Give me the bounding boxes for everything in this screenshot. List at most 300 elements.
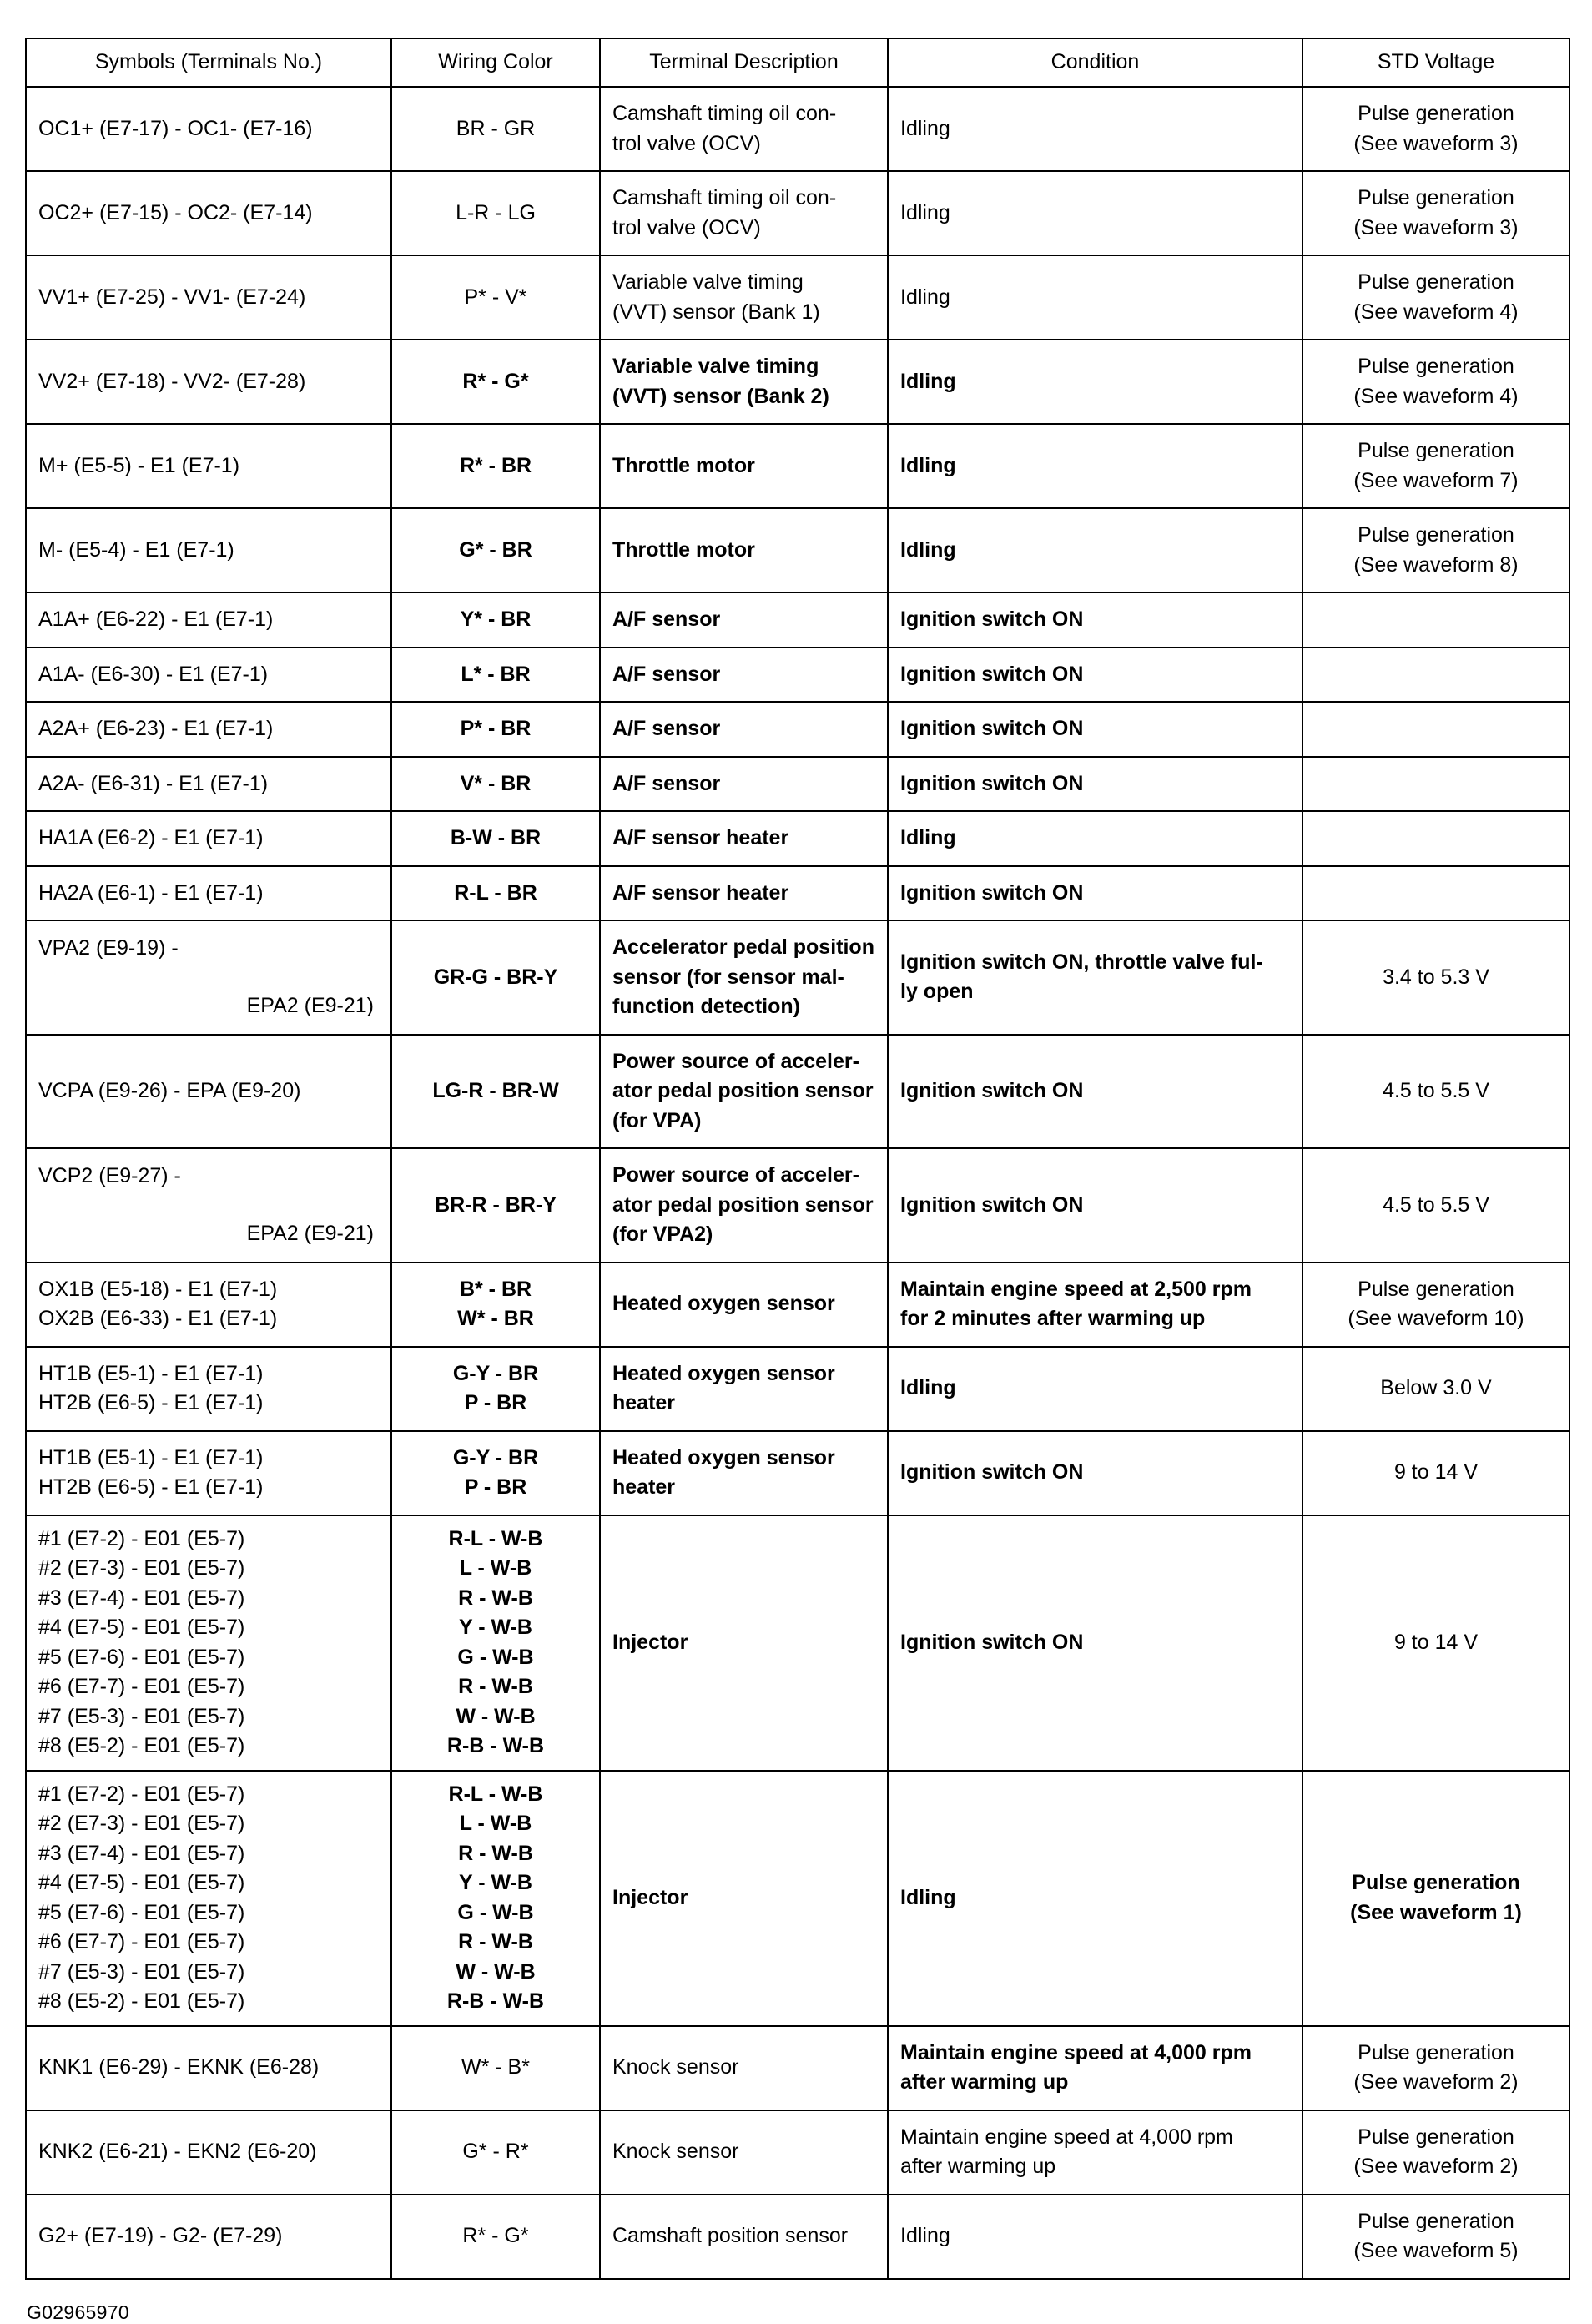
condition-value (900, 2123, 1290, 2182)
terminal-description-value (601, 1149, 887, 1262)
condition-value-cell (888, 171, 1302, 255)
terminal-description-value-line: Heated oxygen sensor (612, 1361, 835, 1385)
wiring-color-value-line: W - W-B (456, 1959, 536, 1984)
std-voltage-value-cell (1302, 1515, 1569, 1771)
table-row (26, 2195, 1569, 2279)
symbols-value (38, 605, 379, 635)
condition-value-line: Ignition switch ON (900, 607, 1084, 631)
terminal-description-value-cell (600, 811, 888, 866)
symbols-value-line: KNK1 (E6-29) - EKNK (E6-28) (38, 2055, 320, 2080)
terminal-description-value-cell (600, 340, 888, 424)
terminal-description-value (601, 1432, 887, 1515)
symbols-value (38, 2221, 379, 2251)
condition-value (900, 824, 1290, 854)
terminal-description-value (601, 1872, 887, 1925)
std-voltage-value-cell (1302, 811, 1569, 866)
symbols-value-cell (26, 648, 391, 703)
terminal-description-value-cell (600, 592, 888, 648)
symbol-line-2: EPA2 (E9-21) (246, 1222, 374, 1246)
symbols-value-line: OC2+ (E7-15) - OC2- (E7-14) (38, 200, 313, 224)
std-voltage-value-cell (1302, 2195, 1569, 2279)
condition-value-line: Idling (900, 826, 956, 849)
condition-value (900, 536, 1290, 566)
symbol-two-line (38, 1162, 379, 1249)
condition-value-line: Ignition switch ON (900, 1460, 1084, 1485)
condition-value (900, 1191, 1290, 1221)
condition-value-cell (888, 1148, 1302, 1263)
std-voltage-value-line: (See waveform 8) (1353, 552, 1519, 577)
condition-value-cell (888, 87, 1302, 171)
terminal-description-value-line: ator pedal position sensor (612, 1079, 874, 1102)
symbol-line-1: VPA2 (E9-19) - (38, 935, 179, 960)
wiring-color-value-line: G-Y - BR (452, 1361, 539, 1385)
wiring-color-value-line: L - W-B (459, 1812, 532, 1835)
symbols-value-line: HT2B (E6-5) - E1 (E7-1) (38, 1391, 264, 1414)
std-voltage-value (1303, 256, 1569, 339)
wiring-color-value-cell (391, 648, 600, 703)
condition-value (900, 2221, 1290, 2251)
std-voltage-value (1315, 1628, 1557, 1658)
wiring-color-value (404, 1780, 587, 2017)
symbols-value (27, 1150, 390, 1261)
std-voltage-value-line: Pulse generation (1358, 355, 1514, 378)
wiring-color-value-line: R-L - BR (454, 880, 537, 905)
wiring-color-value (392, 355, 599, 409)
table-body (26, 87, 1569, 2279)
std-voltage-value (1315, 714, 1557, 744)
condition-value (889, 812, 1302, 865)
table-row (26, 340, 1569, 424)
symbols-value-cell (26, 1263, 391, 1347)
figure-code: G02965970 (27, 2301, 129, 2323)
symbols-value (27, 812, 390, 865)
std-voltage-value (1315, 824, 1557, 854)
terminal-description-value-line: (for VPA2) (612, 1222, 713, 1246)
symbols-value-line: #1 (E7-2) - E01 (E5-7) (38, 1782, 245, 1806)
terminal-description-value-line: (for VPA) (612, 1108, 702, 1132)
wiring-color-value-line: W* - BR (457, 1307, 534, 1330)
condition-value (889, 103, 1302, 156)
symbols-value-cell (26, 866, 391, 921)
table-row (26, 87, 1569, 171)
condition-value-line: after warming up (900, 2155, 1056, 2178)
std-voltage-value (1315, 1374, 1557, 1404)
wiring-color-value (392, 1348, 599, 1430)
terminal-description-value (612, 352, 875, 411)
condition-value (900, 879, 1290, 909)
terminal-description-value-line: Heated oxygen sensor (612, 1292, 835, 1316)
std-voltage-value (1315, 1868, 1557, 1928)
table-row (26, 1771, 1569, 2026)
wiring-color-value-line: R* - BR (459, 453, 532, 477)
wiring-color-value-line: P - BR (464, 1475, 527, 1499)
symbols-value-line: M- (E5-4) - E1 (E7-1) (38, 537, 234, 562)
condition-value (900, 2039, 1290, 2098)
header-row (26, 38, 1569, 87)
wiring-color-value-line: LG-R - BR-W (432, 1079, 559, 1102)
condition-value-cell (888, 1431, 1302, 1515)
terminal-description-value-line: Throttle motor (612, 537, 755, 562)
symbols-value-line: A1A- (E6-30) - E1 (E7-1) (38, 662, 269, 686)
condition-value (900, 283, 1290, 313)
condition-value (900, 1883, 1290, 1913)
std-voltage-value (1315, 1458, 1557, 1488)
terminal-description-value (601, 812, 887, 865)
terminal-description-value-line: Variable valve timing (612, 270, 804, 294)
terminal-description-value-cell (600, 2195, 888, 2279)
condition-value (889, 440, 1302, 493)
wiring-color-value-cell (391, 1148, 600, 1263)
symbols-value (27, 648, 390, 702)
std-voltage-value (1315, 2123, 1557, 2182)
wiring-color-value-line: R - W-B (458, 1841, 533, 1865)
symbols-value (27, 1432, 390, 1515)
terminal-description-value-cell (600, 1035, 888, 1149)
std-voltage-value-cell (1302, 2026, 1569, 2110)
symbols-value-cell (26, 2110, 391, 2195)
wiring-color-value (392, 1772, 599, 2025)
condition-value (900, 1628, 1290, 1658)
terminal-description-value-line: Camshaft position sensor (612, 2224, 849, 2248)
terminal-description-value-line: Knock sensor (612, 2140, 739, 2164)
wiring-color-value-line: V* - BR (460, 771, 532, 795)
wiring-color-value (404, 451, 587, 481)
wiring-color-value-cell (391, 1035, 600, 1149)
condition-value (889, 1446, 1302, 1500)
symbols-value-cell (26, 1148, 391, 1263)
wiring-color-value-line: R-B - W-B (446, 1734, 545, 1757)
std-voltage-value-cell (1302, 508, 1569, 592)
symbols-value (27, 103, 390, 156)
terminal-description-value (612, 1047, 875, 1137)
symbols-value-line: KNK2 (E6-21) - EKN2 (E6-20) (38, 2140, 317, 2164)
wiring-color-value-line: L-R - LG (456, 200, 536, 224)
terminal-description-value (601, 256, 887, 339)
condition-value-cell (888, 2195, 1302, 2279)
symbols-value-line: M+ (E5-5) - E1 (E7-1) (38, 453, 240, 477)
terminal-description-value-line: A/F sensor (612, 662, 721, 686)
terminal-description-value-cell (600, 87, 888, 171)
std-voltage-value-line: 9 to 14 V (1393, 1630, 1479, 1654)
table-row (26, 1035, 1569, 1149)
symbols-value-line: #4 (E7-5) - E01 (E5-7) (38, 1616, 245, 1639)
symbols-value (38, 660, 379, 690)
condition-value-line: Idling (900, 2224, 950, 2248)
symbols-value-cell (26, 340, 391, 424)
wiring-color-value-cell (391, 866, 600, 921)
std-voltage-value-cell (1302, 1263, 1569, 1347)
terminal-description-value (601, 440, 887, 493)
wiring-color-value (392, 1516, 599, 1770)
terminal-description-value (612, 1628, 875, 1658)
table-row (26, 1347, 1569, 1431)
std-voltage-value-cell (1302, 424, 1569, 508)
symbols-value (27, 593, 390, 647)
terminal-description-value-cell (600, 702, 888, 757)
std-voltage-value (1303, 1616, 1569, 1670)
symbols-value (27, 758, 390, 811)
symbols-value-line: A2A- (E6-31) - E1 (E7-1) (38, 771, 269, 795)
symbols-value-line: #7 (E5-3) - E01 (E5-7) (38, 1704, 245, 1728)
terminal-description-value (612, 769, 875, 799)
condition-value-line: after warming up (900, 2070, 1069, 2094)
terminal-description-value (601, 2210, 887, 2263)
terminal-description-value (601, 1278, 887, 1331)
terminal-description-value-cell (600, 648, 888, 703)
symbols-value-cell (26, 2026, 391, 2110)
condition-value-line: Ignition switch ON (900, 771, 1084, 795)
wiring-color-value (404, 1444, 587, 1503)
condition-value (900, 367, 1290, 397)
wiring-color-value (392, 648, 599, 702)
wiring-color-value (404, 2053, 587, 2083)
symbols-value-line: #8 (E5-2) - E01 (E5-7) (38, 1989, 245, 2013)
terminal-description-value-cell (600, 1347, 888, 1431)
std-voltage-value (1303, 509, 1569, 592)
wiring-color-value-line: W - W-B (456, 1704, 536, 1728)
condition-value-cell (888, 1263, 1302, 1347)
symbols-value (38, 114, 379, 144)
symbols-value-line: HT1B (E5-1) - E1 (E7-1) (38, 1361, 264, 1385)
std-voltage-value (1315, 769, 1557, 799)
condition-value-cell (888, 1515, 1302, 1771)
condition-value-cell (888, 866, 1302, 921)
std-voltage-value-cell (1302, 702, 1569, 757)
std-voltage-value (1303, 1179, 1569, 1233)
condition-value-line: Ignition switch ON (900, 1192, 1084, 1217)
symbols-value (38, 1076, 379, 1107)
wiring-color-value (392, 2210, 599, 2263)
condition-value (900, 660, 1290, 690)
condition-value-line: Ignition switch ON (900, 1079, 1084, 1102)
std-voltage-value-line: Pulse generation (1358, 102, 1514, 125)
table-row (26, 757, 1569, 812)
wiring-color-value (404, 824, 587, 854)
table-row (26, 592, 1569, 648)
condition-value (889, 1616, 1302, 1670)
condition-value-line: Ignition switch ON (900, 717, 1084, 740)
symbols-value (38, 1444, 379, 1503)
symbols-value-line: #5 (E7-6) - E01 (E5-7) (38, 1900, 245, 1924)
symbols-value-line: OX2B (E6-33) - E1 (E7-1) (38, 1307, 278, 1330)
std-voltage-value-line: Pulse generation (1358, 439, 1514, 462)
std-voltage-value (1303, 88, 1569, 170)
terminal-description-value-line: Power source of acceler- (612, 1049, 859, 1073)
terminal-description-value-cell (600, 2110, 888, 2195)
wiring-color-value-line: BR - GR (456, 116, 536, 140)
terminal-description-value-line: (VVT) sensor (Bank 1) (612, 300, 820, 324)
wiring-color-value (404, 536, 587, 566)
table-row (26, 171, 1569, 255)
condition-value (900, 114, 1290, 144)
terminal-description-value-line: (VVT) sensor (Bank 2) (612, 384, 829, 408)
wiring-color-value-line: R-L - W-B (448, 1526, 543, 1550)
table-row (26, 2026, 1569, 2110)
condition-value-line: Maintain engine speed at 2,500 rpm (900, 1277, 1252, 1301)
std-voltage-value-line: Pulse generation (1358, 270, 1514, 294)
terminal-description-value-line: heater (612, 1475, 676, 1499)
wiring-color-value-cell (391, 255, 600, 340)
symbols-value (38, 1780, 379, 2017)
terminal-description-value-line: Camshaft timing oil con- (612, 186, 837, 209)
symbols-value-cell (26, 508, 391, 592)
condition-value-line: Idling (900, 200, 950, 224)
wiring-color-value (392, 103, 599, 156)
std-voltage-value (1315, 1076, 1557, 1107)
terminal-description-value-line: sensor (for sensor mal- (612, 965, 844, 989)
condition-value-cell (888, 424, 1302, 508)
condition-value-line: Idling (900, 1376, 956, 1400)
condition-value (889, 524, 1302, 577)
terminal-description-value (601, 703, 887, 756)
condition-value (889, 593, 1302, 647)
wiring-color-value-line: R-L - W-B (448, 1782, 543, 1806)
condition-value (889, 1065, 1302, 1118)
wiring-color-value-cell (391, 2195, 600, 2279)
std-voltage-value-line: (See waveform 4) (1353, 384, 1519, 408)
std-voltage-value (1303, 758, 1569, 811)
symbols-value-line: HA2A (E6-1) - E1 (E7-1) (38, 880, 264, 905)
wiring-color-value-cell (391, 87, 600, 171)
std-voltage-value (1303, 340, 1569, 423)
terminal-description-value-line: Heated oxygen sensor (612, 1445, 835, 1470)
condition-value (889, 2210, 1302, 2263)
terminal-description-value-line: A/F sensor heater (612, 826, 789, 849)
condition-value-line: Ignition switch ON (900, 880, 1084, 905)
symbols-value (27, 2210, 390, 2263)
wiring-color-value-line: P - BR (464, 1391, 527, 1414)
symbols-value-line: A2A+ (E6-23) - E1 (E7-1) (38, 717, 274, 740)
table-row (26, 255, 1569, 340)
condition-value-line: Idling (900, 453, 956, 477)
terminal-description-value (612, 879, 875, 909)
terminal-description-value (612, 1161, 875, 1250)
wiring-color-value (392, 812, 599, 865)
wiring-color-value (392, 758, 599, 811)
symbol-line-1: VCP2 (E9-27) - (38, 1163, 181, 1187)
symbols-value-line: #6 (E7-7) - E01 (E5-7) (38, 1675, 245, 1698)
wiring-color-value-cell (391, 508, 600, 592)
symbols-value-cell (26, 1771, 391, 2026)
terminal-description-value-line: Variable valve timing (612, 355, 819, 378)
wiring-color-value (404, 769, 587, 799)
terminal-description-value-cell (600, 424, 888, 508)
symbols-value-line: #8 (E5-2) - E01 (E5-7) (38, 1734, 245, 1757)
symbols-value-line: #3 (E7-4) - E01 (E5-7) (38, 1585, 245, 1610)
symbols-value-cell (26, 424, 391, 508)
std-voltage-value-line: Pulse generation (1358, 523, 1514, 547)
wiring-color-value-cell (391, 1431, 600, 1515)
table-row (26, 1148, 1569, 1263)
terminal-description-value (612, 824, 875, 854)
symbols-value-cell (26, 87, 391, 171)
std-voltage-value (1315, 99, 1557, 159)
symbols-value-line: G2+ (E7-19) - G2- (E7-29) (38, 2224, 283, 2248)
condition-value-cell (888, 1347, 1302, 1431)
symbols-value (38, 283, 379, 313)
terminal-description-value (612, 451, 875, 481)
wiring-color-value (392, 1065, 599, 1118)
condition-value-cell (888, 340, 1302, 424)
condition-value-line: Idling (900, 369, 956, 393)
wiring-color-value-line: BR-R - BR-Y (435, 1192, 557, 1217)
terminal-description-value (601, 1036, 887, 1148)
condition-value (900, 714, 1290, 744)
terminal-description-value (612, 536, 875, 566)
terminal-description-value-cell (600, 255, 888, 340)
terminal-description-value (612, 605, 875, 635)
std-voltage-value (1303, 648, 1569, 702)
wiring-color-value (404, 1191, 587, 1221)
terminal-description-value (601, 88, 887, 170)
condition-value (889, 187, 1302, 240)
symbols-value (27, 2125, 390, 2179)
condition-value (889, 2027, 1302, 2110)
wiring-color-value-line: G* - R* (462, 2140, 529, 2164)
wiring-color-value (404, 2137, 587, 2167)
std-voltage-value (1303, 593, 1569, 647)
wiring-color-value (392, 1263, 599, 1346)
wiring-color-value-line: L* - BR (461, 662, 531, 686)
terminal-description-value-line: trol valve (OCV) (612, 215, 761, 239)
symbols-value-cell (26, 1431, 391, 1515)
wiring-color-value-cell (391, 171, 600, 255)
symbols-value-line: #4 (E7-5) - E01 (E5-7) (38, 1871, 245, 1894)
wiring-color-value-cell (391, 592, 600, 648)
wiring-color-value-line: Y* - BR (460, 607, 532, 631)
symbols-value (38, 199, 379, 229)
std-voltage-value-line (1315, 824, 1557, 854)
std-voltage-value-cell (1302, 1148, 1569, 1263)
condition-value-cell (888, 920, 1302, 1035)
terminal-description-value-line: Knock sensor (612, 2055, 739, 2080)
symbols-value-cell (26, 920, 391, 1035)
symbols-value (27, 524, 390, 577)
wiring-color-value-line: R-B - W-B (446, 1989, 545, 2013)
std-voltage-value (1315, 352, 1557, 411)
std-voltage-value (1303, 1263, 1569, 1346)
table-row (26, 2110, 1569, 2195)
column-header-symbols: Symbols (Terminals No.) (26, 38, 391, 87)
wiring-color-value (404, 1076, 587, 1107)
table-row (26, 1515, 1569, 1771)
wiring-color-value-line: R - W-B (458, 1930, 533, 1953)
symbols-value-line: HT2B (E6-5) - E1 (E7-1) (38, 1475, 264, 1499)
symbols-value (27, 440, 390, 493)
wiring-color-value (404, 2221, 587, 2251)
std-voltage-value (1315, 879, 1557, 909)
condition-value-line: Maintain engine speed at 4,000 rpm (900, 2125, 1233, 2149)
std-voltage-value-cell (1302, 1035, 1569, 1149)
condition-value-cell (888, 811, 1302, 866)
std-voltage-value (1315, 2207, 1557, 2266)
std-voltage-value-cell (1302, 1347, 1569, 1431)
column-header-condition: Condition (888, 38, 1302, 87)
condition-value-line: Idling (900, 1885, 956, 1909)
wiring-color-value-cell (391, 702, 600, 757)
terminal-description-value (612, 714, 875, 744)
condition-value-cell (888, 2110, 1302, 2195)
wiring-color-value-cell (391, 424, 600, 508)
std-voltage-value-line: (See waveform 1) (1350, 1900, 1522, 1924)
std-voltage-value-cell (1302, 592, 1569, 648)
symbols-value-cell (26, 255, 391, 340)
std-voltage-value-line: 3.4 to 5.3 V (1383, 965, 1489, 989)
condition-value-cell (888, 1035, 1302, 1149)
condition-value-cell (888, 255, 1302, 340)
symbols-value-line: #2 (E7-3) - E01 (E5-7) (38, 1812, 245, 1835)
std-voltage-value (1303, 1362, 1569, 1415)
